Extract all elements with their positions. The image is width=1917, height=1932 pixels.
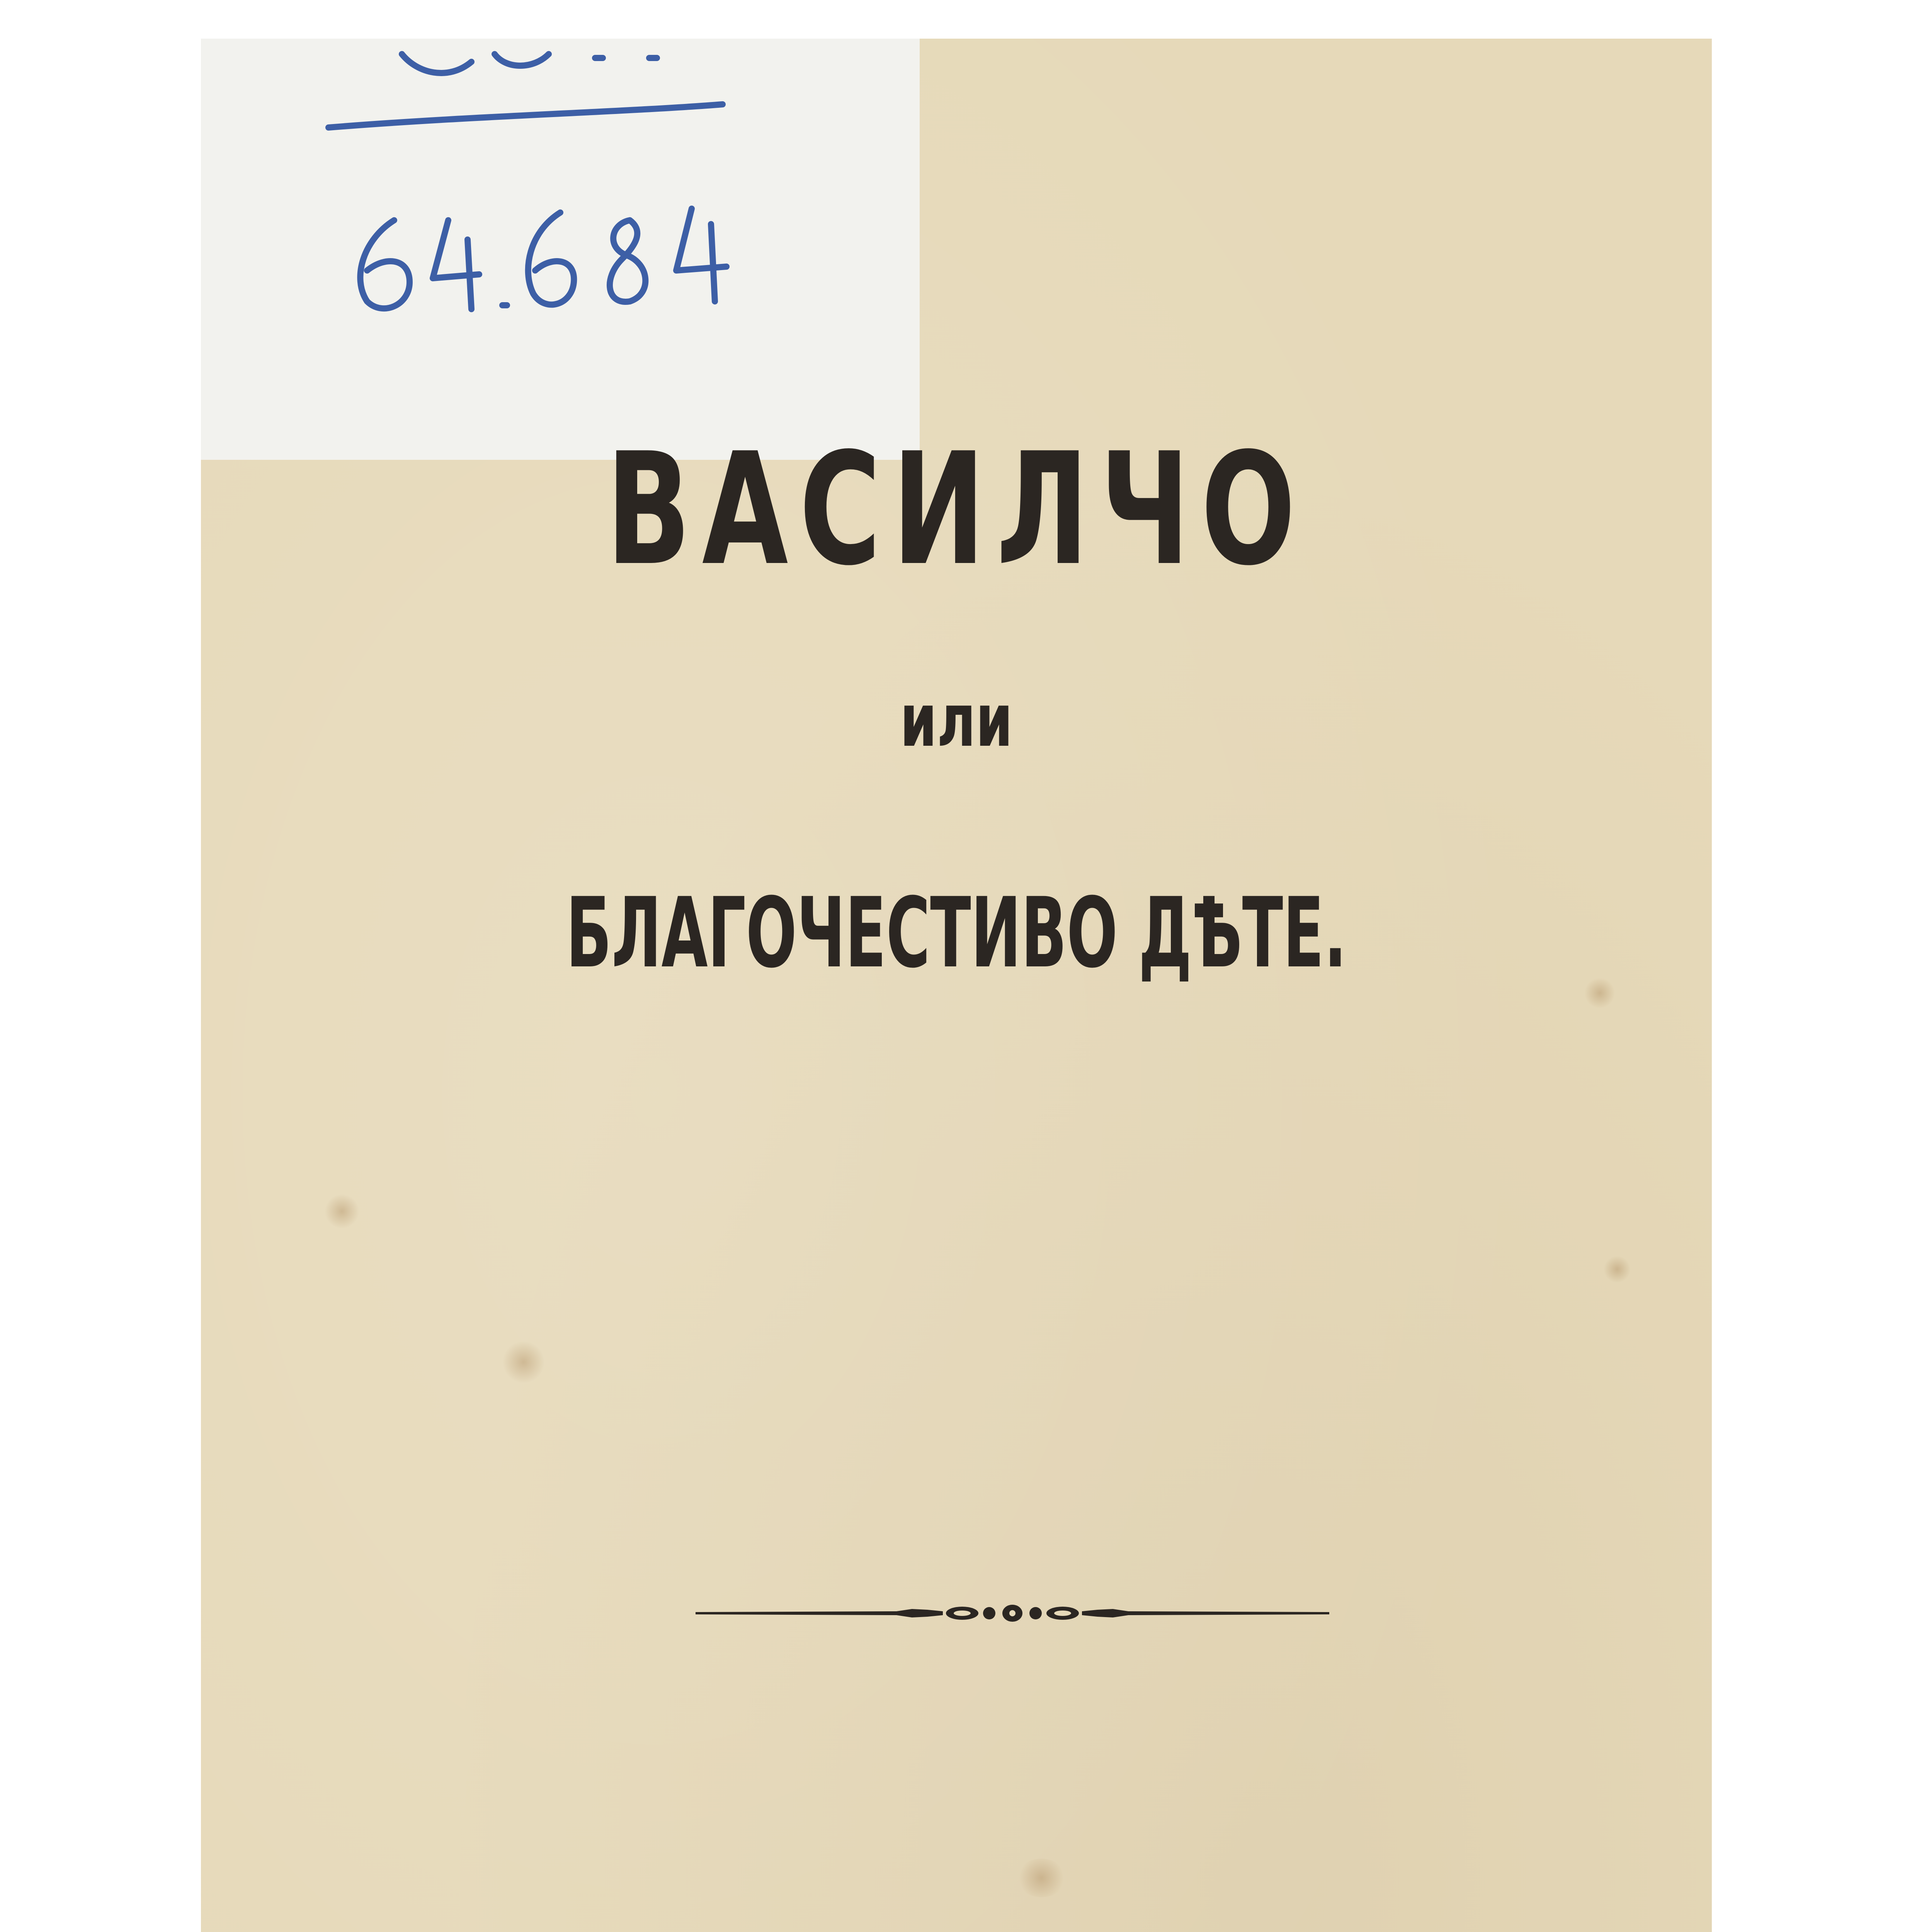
- book-title: ВАСИЛЧО: [606, 420, 1307, 600]
- ornamental-rule-icon: [696, 1600, 1329, 1627]
- foxing-stain: [1584, 978, 1615, 1009]
- foxing-stain: [325, 1194, 359, 1229]
- library-catalog-label: [201, 39, 920, 460]
- book-subtitle: БЛАГОЧЕСТИВО ДѢТЕ.: [566, 877, 1347, 989]
- foxing-stain: [1016, 1859, 1067, 1897]
- title-conjunction: или: [900, 678, 1013, 763]
- handwritten-shelf-mark: [201, 39, 920, 460]
- foxing-stain: [1604, 1256, 1631, 1283]
- foxing-stain: [502, 1341, 545, 1383]
